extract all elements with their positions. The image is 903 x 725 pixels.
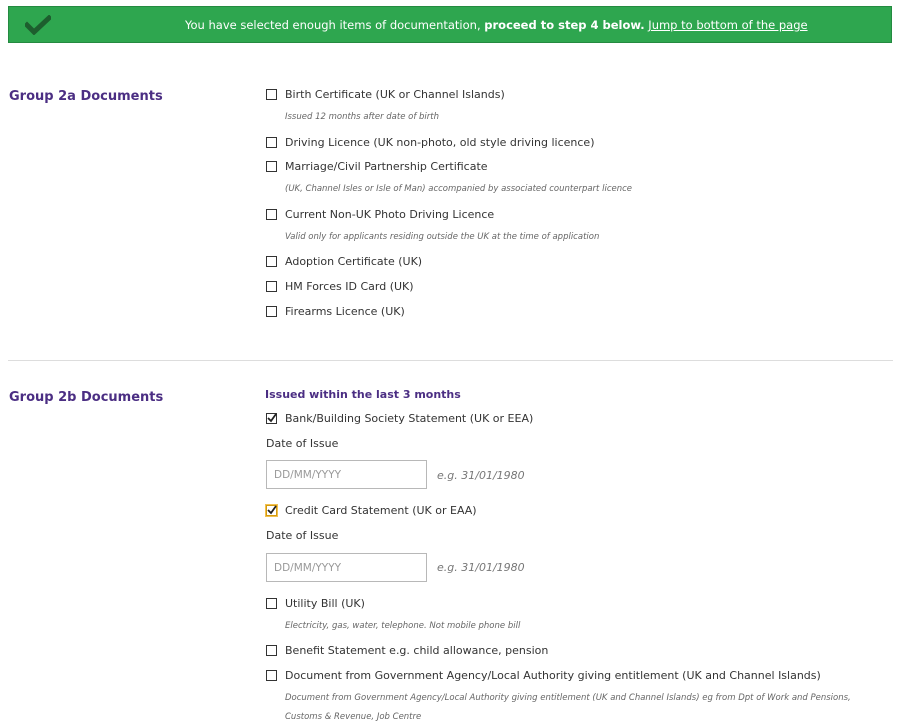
hint-non-uk-driving-licence: Valid only for applicants residing outside the UK at the time of application <box>285 232 600 242</box>
group-2a-title: Group 2a Documents <box>9 89 163 104</box>
label-non-uk-driving-licence: Current Non-UK Photo Driving Licence <box>285 208 495 221</box>
checkbox-marriage-certificate[interactable] <box>266 161 277 172</box>
checkbox-non-uk-driving-licence[interactable] <box>266 209 277 220</box>
label-benefit-statement: Benefit Statement e.g. child allowance, pension <box>285 644 549 657</box>
date-of-issue-input-credit-card[interactable] <box>266 553 427 582</box>
checkbox-government-document[interactable] <box>266 670 277 681</box>
hint-utility-bill: Electricity, gas, water, telephone. Not mobile phone bill <box>285 621 521 631</box>
banner-message-bold: proceed to step 4 below. <box>484 18 645 32</box>
jump-to-bottom-link[interactable]: Jump to bottom of the page <box>648 18 808 32</box>
date-example-credit-card: e.g. 31/01/1980 <box>437 561 525 574</box>
checkbox-credit-card-statement[interactable] <box>266 505 277 516</box>
group-2b-title: Group 2b Documents <box>9 390 164 405</box>
section-divider <box>8 360 893 361</box>
banner-message-text: You have selected enough items of documentation, <box>185 18 485 32</box>
label-hm-forces-id: HM Forces ID Card (UK) <box>285 280 414 293</box>
label-driving-licence: Driving Licence (UK non-photo, old style driving licence) <box>285 136 595 149</box>
checkmark-icon <box>25 15 51 35</box>
checkbox-firearms-licence[interactable] <box>266 306 277 317</box>
checkbox-hm-forces-id[interactable] <box>266 281 277 292</box>
label-firearms-licence: Firearms Licence (UK) <box>285 305 405 318</box>
label-marriage-certificate: Marriage/Civil Partnership Certificate <box>285 160 488 173</box>
label-adoption-certificate: Adoption Certificate (UK) <box>285 255 423 268</box>
date-of-issue-label: Date of Issue <box>266 437 339 450</box>
date-of-issue-label: Date of Issue <box>266 529 339 542</box>
checkbox-driving-licence[interactable] <box>266 137 277 148</box>
hint-marriage-certificate: (UK, Channel Isles or Isle of Man) accompanied by associated counterpart licence <box>285 184 633 194</box>
label-birth-certificate: Birth Certificate (UK or Channel Islands) <box>285 88 505 101</box>
hint-government-document-line2: Customs & Revenue, Job Centre <box>285 712 422 722</box>
hint-government-document: Document from Government Agency/Local Authority giving entitlement (UK and Channel Islands) eg from Dpt of Work and Pensions, <box>285 693 851 703</box>
group-2b-subheading: Issued within the last 3 months <box>265 388 461 401</box>
success-banner <box>8 6 892 43</box>
checkbox-utility-bill[interactable] <box>266 598 277 609</box>
checkmark-icon <box>266 504 278 516</box>
checkbox-bank-statement[interactable] <box>266 413 277 424</box>
label-bank-statement: Bank/Building Society Statement (UK or EEA) <box>285 412 534 425</box>
label-utility-bill: Utility Bill (UK) <box>285 597 365 610</box>
label-government-document: Document from Government Agency/Local Authority giving entitlement (UK and Channel Islands) <box>285 669 821 682</box>
checkmark-icon <box>266 412 278 424</box>
label-credit-card-statement: Credit Card Statement (UK or EAA) <box>285 504 477 517</box>
hint-birth-certificate: Issued 12 months after date of birth <box>285 112 440 122</box>
checkbox-adoption-certificate[interactable] <box>266 256 277 267</box>
checkbox-birth-certificate[interactable] <box>266 89 277 100</box>
date-example-bank: e.g. 31/01/1980 <box>437 469 525 482</box>
date-of-issue-input-bank[interactable] <box>266 460 427 489</box>
banner-message <box>185 18 808 32</box>
checkbox-benefit-statement[interactable] <box>266 645 277 656</box>
